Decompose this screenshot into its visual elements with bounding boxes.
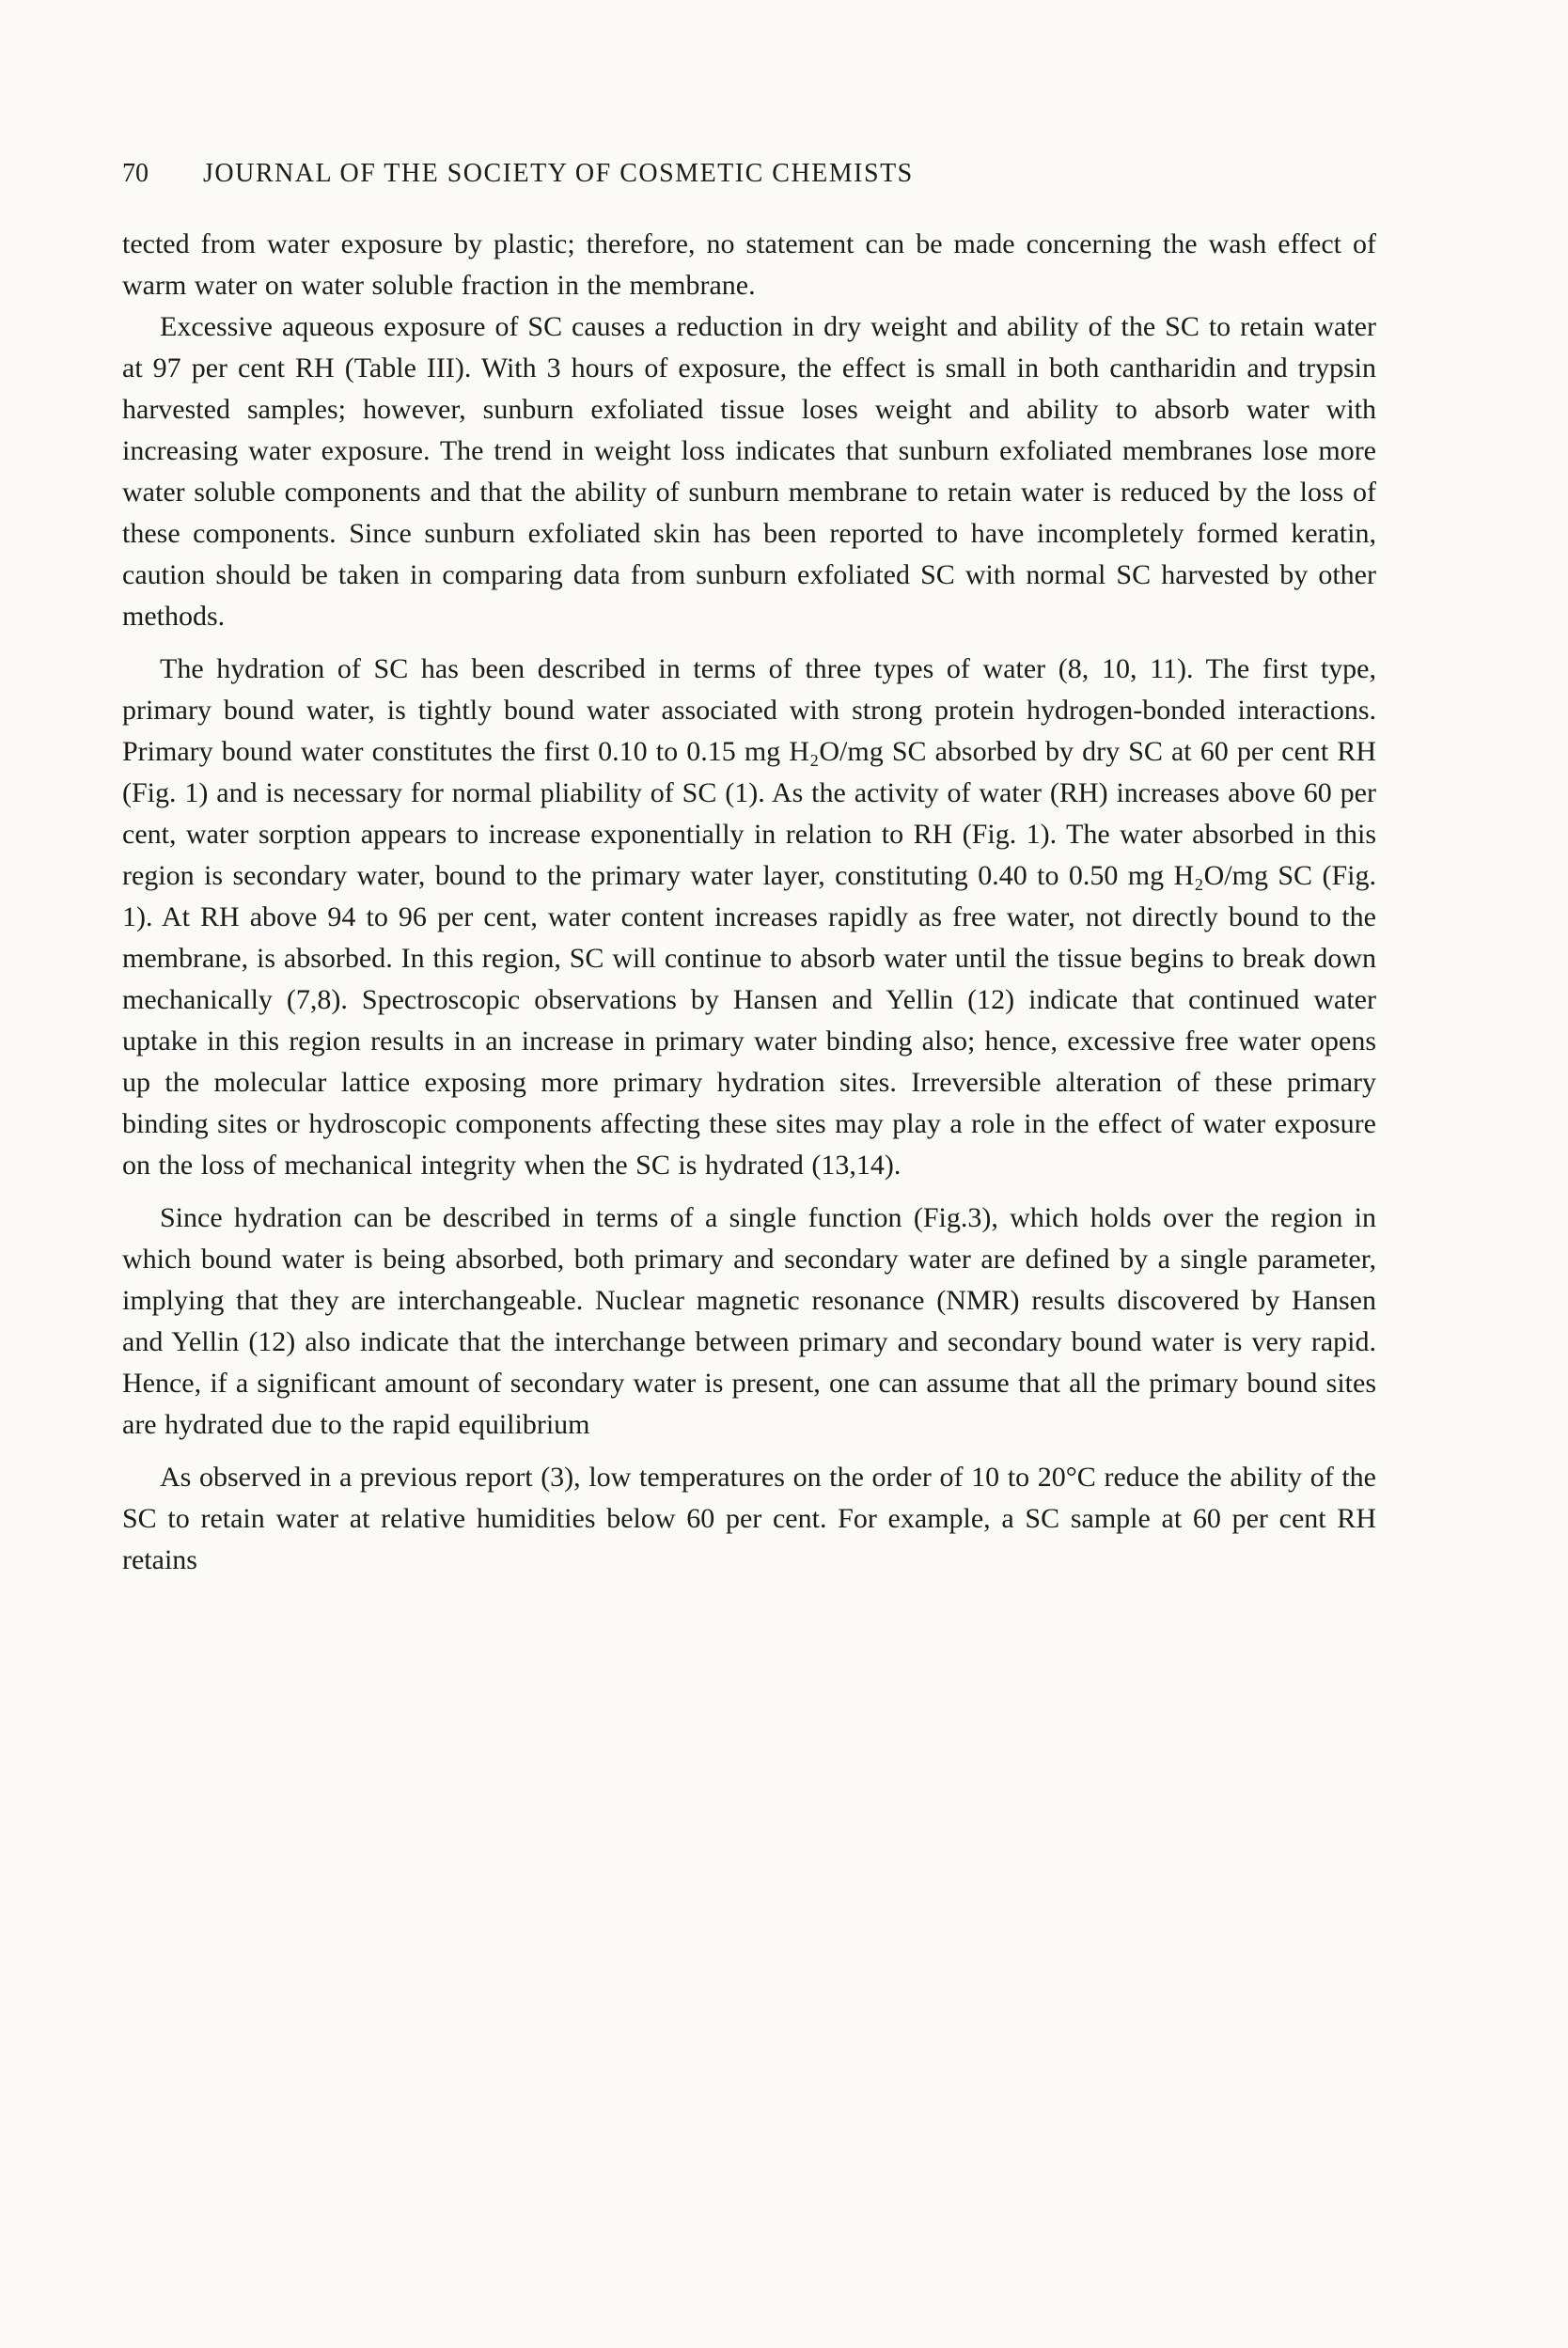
page-number: 70: [122, 159, 149, 188]
paragraph: As observed in a previous report (3), low temperatures on the order of 10 to 20°C reduce the ability of the SC to retain water at relative humidities below 60 per cent. For example, a SC sample at 60 per cent RH retains: [122, 1462, 1376, 1575]
running-title: JOURNAL OF THE SOCIETY OF COSMETIC CHEMISTS: [203, 159, 914, 188]
page-header: [122, 158, 1376, 190]
paragraph-continuation: tected from water exposure by plastic; therefore, no statement can be made concerning the wash effect of warm water on water soluble fraction in the membrane.: [122, 228, 1376, 301]
article-body: [122, 224, 1376, 1581]
paragraph: Excessive aqueous exposure of SC causes a reduction in dry weight and ability of the SC to retain water at 97 per cent RH (Table III). With 3 hours of exposure, the effect is small in both cantharidin and trypsin harvested samples; however, sunburn exfoliated tissue loses weight and ability to absorb water with increasing water exposure. The trend in weight loss indicates that sunburn exfoliated membranes lose more water soluble components and that the ability of sunburn membrane to retain water is reduced by the loss of these components. Since sunburn exfoliated skin has been reported to have incompletely formed keratin, caution should be taken in comparing data from sunburn exfoliated SC with normal SC harvested by other methods.: [122, 311, 1376, 632]
paragraph: Since hydration can be described in terms of a single function (Fig.3), which holds over the region in which bound water is being absorbed, both primary and secondary water are defined by a single parameter, implying that they are interchangeable. Nuclear magnetic resonance (NMR) results discovered by Hansen and Yellin (12) also indicate that the interchange between primary and secondary bound water is very rapid. Hence, if a significant amount of secondary water is present, one can assume that all the primary bound sites are hydrated due to the rapid equilibrium: [122, 1202, 1376, 1440]
paragraph: The hydration of SC has been described in terms of three types of water (8, 10, 11). The first type, primary bound water, is tightly bound water associated with strong protein hydrogen-bonded interactions. Primary bound water constitutes the first 0.10 to 0.15 mg H₂O/mg SC absorbed by dry SC at 60 per cent RH (Fig. 1) and is necessary for normal pliability of SC (1). As the activity of water (RH) increases above 60 per cent, water sorption appears to increase exponentially in relation to RH (Fig. 1). The water absorbed in this region is secondary water, bound to the primary water layer, constituting 0.40 to 0.50 mg H₂O/mg SC (Fig. 1). At RH above 94 to 96 per cent, water content increases rapidly as free water, not directly bound to the membrane, is absorbed. In this region, SC will continue to absorb water until the tissue begins to break down mechanically (7,8). Spectroscopic observations by Hansen and Yellin (12) indicate that continued water uptake in this region results in an increase in primary water binding also; hence, excessive free water opens up the molecular lattice exposing more primary hydration sites. Irreversible alteration of these primary binding sites or hydroscopic components affecting these sites may play a role in the effect of water exposure on the loss of mechanical integrity when the SC is hydrated (13,14).: [122, 653, 1376, 1181]
